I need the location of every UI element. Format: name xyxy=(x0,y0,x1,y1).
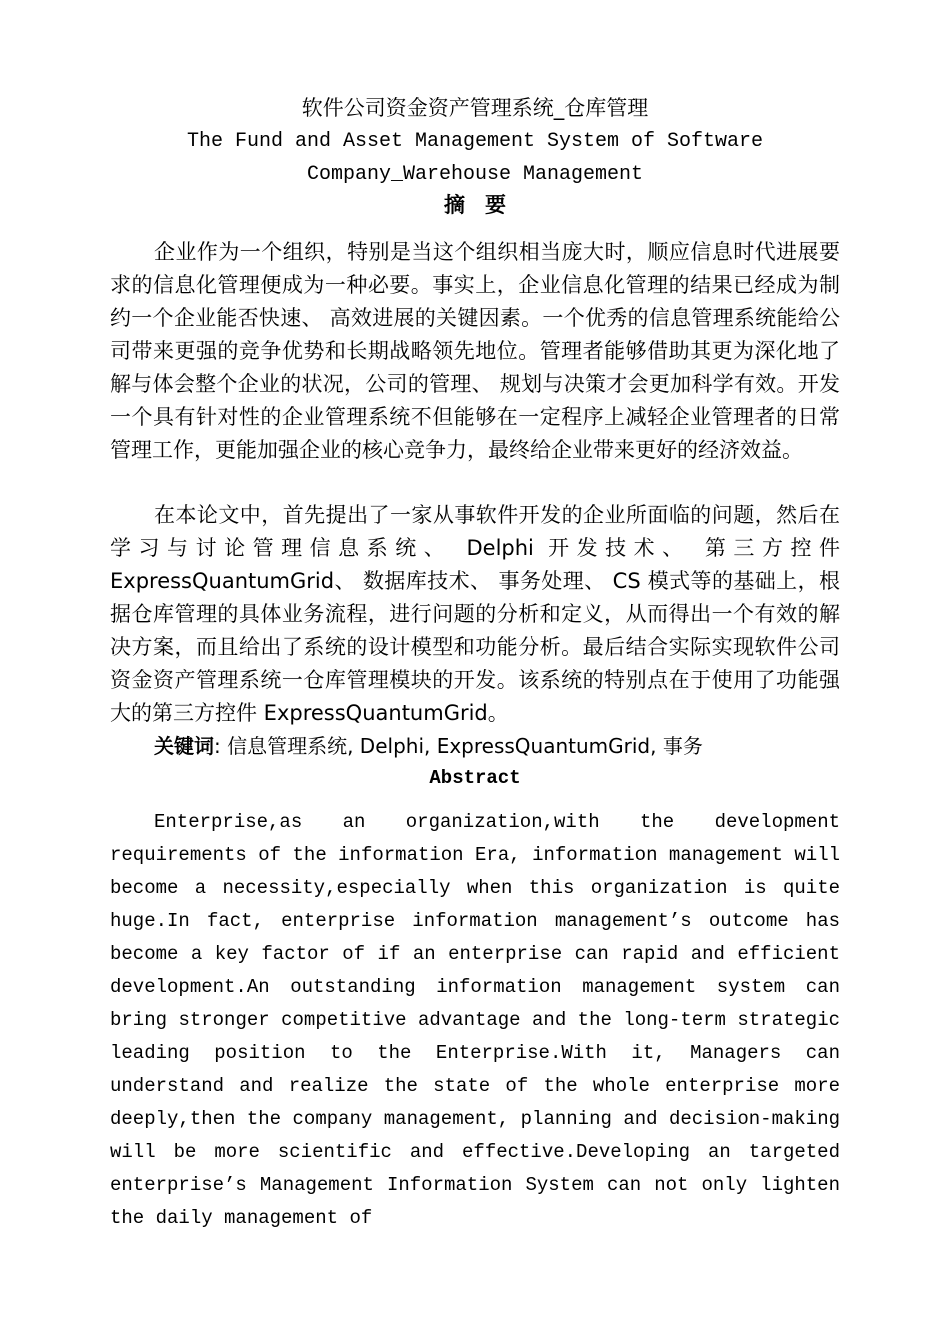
title-english-line-2: Company_Warehouse Management xyxy=(306,163,644,186)
abstract-heading-chinese: 摘要 xyxy=(444,193,526,217)
abstract-paragraph-2: 在本论文中，首先提出了一家从事软件开发的企业所面临的问题，然后在学习与讨论管理信息系统、 Delphi 开发技术、 第三方控件ExpressQuantumGrid、 数据库技术、 事务处理、 CS 模式等的基础上，根据仓库管理的具体业务流程，进行问题的分析和定义，从而得出一个有效的解决方案，而且给出了系统的设计模型和功能分析。最后结合实际实现软件公司资金资产管理系统一仓库管理模块的开发。该系统的特别点在于使用了功能强大的第三方控件 ExpressQuantumGrid。 xyxy=(110,503,841,725)
title-english-line-1: The Fund and Asset Management System of Software xyxy=(186,130,764,153)
page-title-english xyxy=(0,125,950,191)
abstract-paragraph-english: Enterprise,as an organization,with the development requirements of the information Era, information management will become a necessity,especially when this organization is quite huge.In fact, enterprise information management’s outcome has become a key factor of if an enterprise can rapid and efficient development.An outstanding information management system can bring stronger competitive advantage and the long-term strategic leading position to the Enterprise.With it, Managers can understand and realize the state of the whole enterprise more deeply,then the company management, planning and decision-making will be more scientific and effective.Developing an targeted enterprise’s Management Information System can not only lighten the daily management of xyxy=(110,811,840,1229)
keywords-label: 关键词 xyxy=(154,734,214,758)
abstract-paragraph-1: 企业作为一个组织，特别是当这个组织相当庞大时，顺应信息时代进展要求的信息化管理便成为一种必要。事实上，企业信息化管理的结果已经成为制约一个企业能否快速、 高效进展的关键因素。一个优秀的信息管理系统能给公司带来更强的竞争优势和长期战略领先地位。管理者能够借助其更为深化地了解与体会整个企业的状况，公司的管理、 规划与决策才会更加科学有效。开发一个具有针对性的企业管理系统不但能够在一定程序上减轻企业管理者的日常管理工作，更能加强企业的核心竞争力，最终给企业带来更好的经济效益。 xyxy=(110,240,840,462)
abstract-heading-english: Abstract xyxy=(429,767,521,789)
keywords-line xyxy=(154,730,854,763)
keywords-text: : 信息管理系统, Delphi, ExpressQuantumGrid, 事务 xyxy=(214,734,703,758)
page-title-chinese: 软件公司资金资产管理系统_仓库管理 xyxy=(301,96,649,120)
